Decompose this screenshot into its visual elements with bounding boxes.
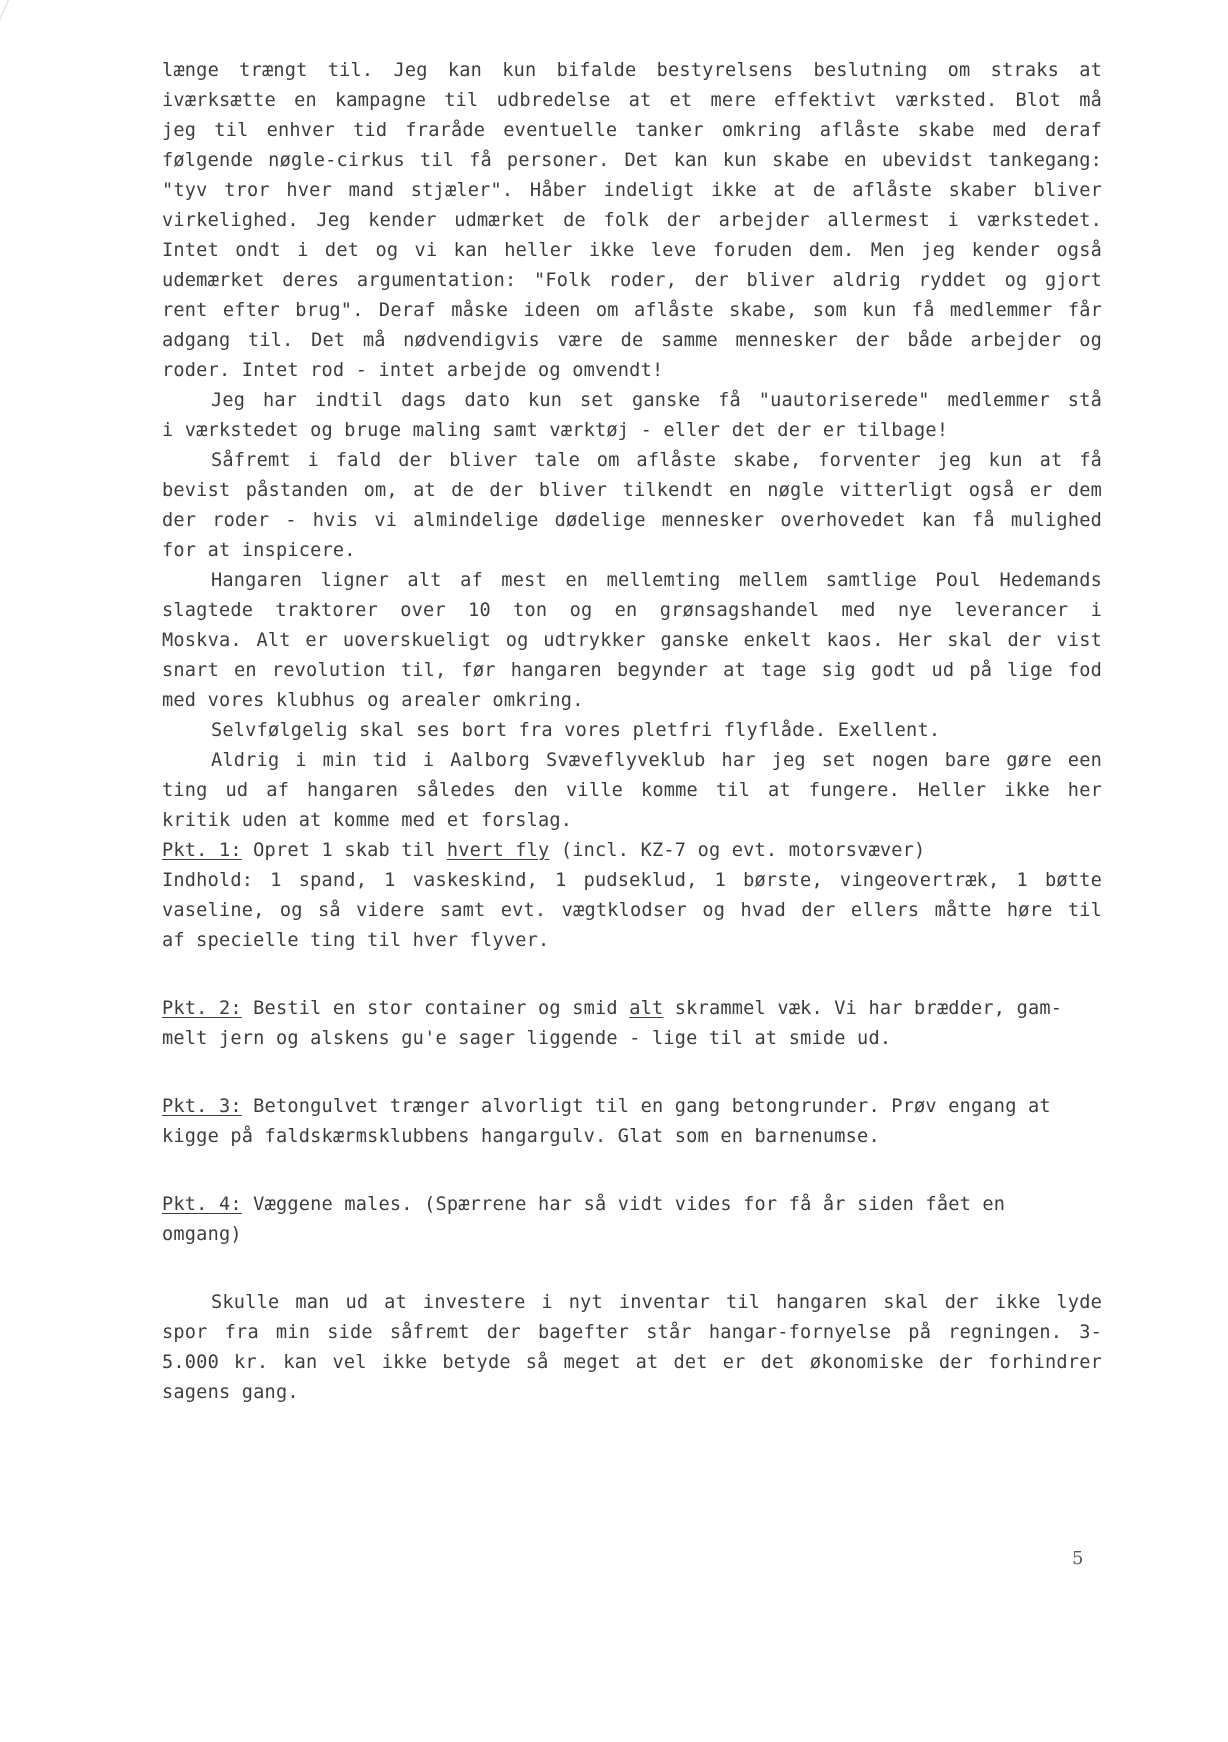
point-text: skrammel væk. Vi har brædder, gam- [663, 998, 1063, 1019]
point-4 [162, 1190, 1102, 1250]
text-line: slagtede traktorer over 10 ton og en grønsagshandel med nye leverancer i [162, 600, 1102, 621]
text-line: jeg til enhver tid fraråde eventuelle tanker omkring aflåste skabe med deraf [162, 120, 1102, 141]
text-line: adgang til. Det må nødvendigvis være de samme mennesker der både arbejder og [162, 330, 1102, 351]
point-4-heading [162, 1190, 1102, 1220]
point-text: Opret 1 skab til [241, 840, 447, 861]
text-line: Skulle man ud at investere i nyt inventar til hangaren skal der ikke lyde [211, 1292, 1102, 1313]
text-line: kritik uden at komme med et forslag. [162, 810, 573, 831]
document-body [162, 56, 1102, 1408]
text-line: for at inspicere. [162, 540, 356, 561]
point-text: Væggene males. (Spærrene har så vidt vides for få år siden fået en [241, 1194, 1006, 1215]
paragraph-3 [162, 446, 1102, 566]
point-label: Pkt. 3: [162, 1096, 242, 1117]
point-text: (incl. KZ-7 og evt. motorsvæver) [549, 840, 926, 861]
text-line: Selvfølgelig skal ses bort fra vores pletfri flyflåde. Exellent. [211, 720, 941, 741]
text-line: ting ud af hangaren således den ville komme til at fungere. Heller ikke her [162, 780, 1102, 801]
paragraph-1 [162, 56, 1102, 386]
text-line: med vores klubhus og arealer omkring. [162, 690, 584, 711]
text-line: bevist påstanden om, at de der bliver tilkendt en nøgle vitterligt også er dem [162, 480, 1102, 501]
paragraph-5 [162, 716, 1102, 746]
text-line: Såfremt i fald der bliver tale om aflåste skabe, forventer jeg kun at få [211, 450, 1102, 471]
text-line: sagens gang. [162, 1382, 299, 1403]
text-line: virkelighed. Jeg kender udmærket de folk der arbejder allermest i værkstedet. [162, 210, 1102, 231]
text-line: melt jern og alskens gu'e sager liggende - lige til at smide ud. [162, 1028, 892, 1049]
closing-paragraph [162, 1288, 1102, 1408]
text-line: roder. Intet rod - intet arbejde og omvendt! [162, 360, 664, 381]
point-3 [162, 1092, 1102, 1152]
text-line: Indhold: 1 spand, 1 vaskeskind, 1 pudseklud, 1 børste, vingeovertræk, 1 bøtte [162, 870, 1102, 891]
underlined-text: alt [629, 998, 664, 1019]
point-3-heading [162, 1092, 1102, 1122]
text-line: 5.000 kr. kan vel ikke betyde så meget at det er det økonomiske der forhindrer [162, 1352, 1102, 1373]
spacer [162, 1250, 1102, 1288]
text-line: Intet ondt i det og vi kan heller ikke leve foruden dem. Men jeg kender også [162, 240, 1102, 261]
text-line: spor fra min side såfremt der bagefter står hangar-fornyelse på regningen. 3- [162, 1322, 1102, 1343]
paragraph-2 [162, 386, 1102, 446]
text-line: der roder - hvis vi almindelige dødelige mennesker overhovedet kan få mulighed [162, 510, 1102, 531]
text-line: kigge på faldskærmsklubbens hangargulv. Glat som en barnenumse. [162, 1126, 880, 1147]
text-line: iværksætte en kampagne til udbredelse at et mere effektivt værksted. Blot må [162, 90, 1102, 111]
text-line: længe trængt til. Jeg kan kun bifalde bestyrelsens beslutning om straks at [162, 60, 1102, 81]
paragraph-6 [162, 746, 1102, 836]
point-label: Pkt. 1: [162, 840, 242, 861]
point-text: Betongulvet trænger alvorligt til en gang betongrunder. Prøv engang at [241, 1096, 1051, 1117]
text-line: rent efter brug". Deraf måske ideen om aflåste skabe, som kun få medlemmer får [162, 300, 1102, 321]
text-line: omgang) [162, 1224, 242, 1245]
paragraph-4 [162, 566, 1102, 716]
point-text: Bestil en stor container og smid [241, 998, 630, 1019]
text-line: Moskva. Alt er uoverskueligt og udtrykker ganske enkelt kaos. Her skal der vist [162, 630, 1102, 651]
spacer [162, 956, 1102, 994]
text-line: "tyv tror hver mand stjæler". Håber indeligt ikke at de aflåste skaber bliver [162, 180, 1102, 201]
underlined-text: hvert fly [446, 840, 550, 861]
text-line: snart en revolution til, før hangaren begynder at tage sig godt ud på lige fod [162, 660, 1102, 681]
page-corner-mark [0, 0, 33, 44]
point-2-heading [162, 994, 1102, 1024]
text-line: vaseline, og så videre samt evt. vægtklodser og hvad der ellers måtte høre til [162, 900, 1102, 921]
text-line: følgende nøgle-cirkus til få personer. Det kan kun skabe en ubevidst tankegang: [162, 150, 1102, 171]
point-label: Pkt. 2: [162, 998, 242, 1019]
text-line: Jeg har indtil dags dato kun set ganske få "uautoriserede" medlemmer stå [211, 390, 1102, 411]
text-line: i værkstedet og bruge maling samt værktøj - eller det der er tilbage! [162, 420, 949, 441]
text-line: Hangaren ligner alt af mest en mellemting mellem samtlige Poul Hedemands [211, 570, 1102, 591]
point-1 [162, 836, 1102, 956]
text-line: Aldrig i min tid i Aalborg Svæveflyveklub har jeg set nogen bare gøre een [211, 750, 1102, 771]
spacer [162, 1054, 1102, 1092]
page-number: 5 [1072, 1548, 1084, 1569]
point-label: Pkt. 4: [162, 1194, 242, 1215]
point-2 [162, 994, 1102, 1054]
text-line: udemærket deres argumentation: "Folk roder, der bliver aldrig ryddet og gjort [162, 270, 1102, 291]
point-1-heading [162, 836, 1102, 866]
spacer [162, 1152, 1102, 1190]
text-line: af specielle ting til hver flyver. [162, 930, 550, 951]
